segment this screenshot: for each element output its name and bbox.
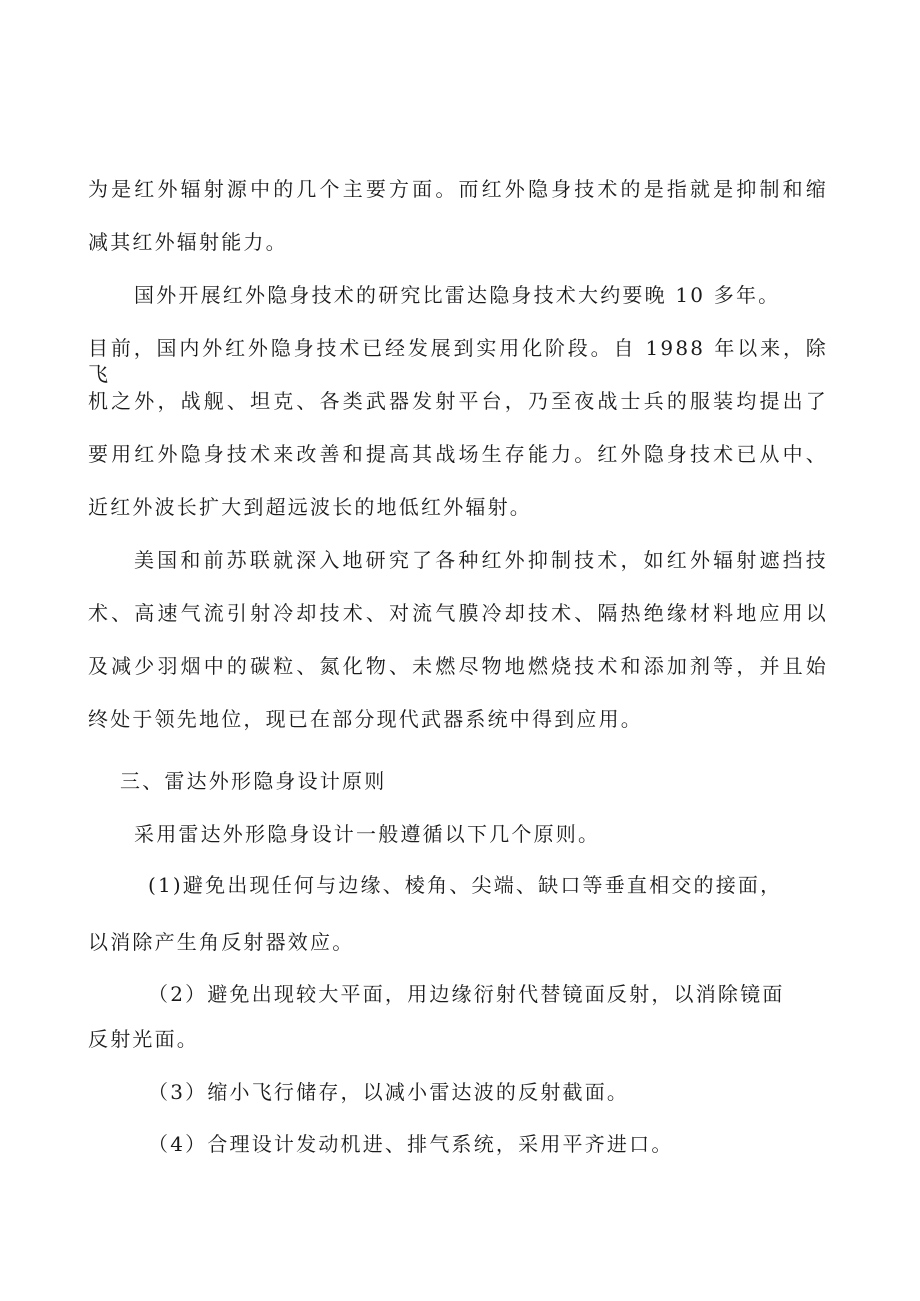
paragraph-first-line: 采用雷达外形隐身设计一般遵循以下几个原则。 <box>134 822 601 846</box>
list-item-1: (1)避免出现任何与边缘、棱角、尖端、缺口等垂直相交的接面， <box>148 873 783 897</box>
text-line: 为是红外辐射源中的几个主要方面。而红外隐身技术的是指就是抑制和缩 <box>88 177 828 201</box>
text-line: 机之外，战舰、坦克、各类武器发射平台，乃至夜战士兵的服装均提出了 <box>88 389 828 413</box>
text-line: 以消除产生角反射器效应。 <box>88 930 355 954</box>
list-item-2: （2）避免出现较大平面，用边缘衍射代替镜面反射，以消除镜面 <box>148 982 785 1006</box>
text-line: 终处于领先地位，现已在部分现代武器系统中得到应用。 <box>88 707 643 731</box>
text-line: 减其红外辐射能力。 <box>88 230 288 254</box>
text-line: 要用红外隐身技术来改善和提高其战场生存能力。红外隐身技术已从中、 <box>88 442 828 466</box>
text-line: 近红外波长扩大到超远波长的地低红外辐射。 <box>88 495 532 519</box>
list-item-4: （4）合理设计发动机进、排气系统，采用平齐进口。 <box>148 1132 674 1156</box>
section-heading: 三、雷达外形隐身设计原则 <box>120 769 387 793</box>
paragraph-first-line: 国外开展红外隐身技术的研究比雷达隐身技术大约要晚 10 多年。 <box>134 283 781 307</box>
text-line: 目前，国内外红外隐身技术已经发展到实用化阶段。自 1988 年以来，除飞 <box>88 336 828 386</box>
paragraph-first-line: 美国和前苏联就深入地研究了各种红外抑制技术，如红外辐射遮挡技 <box>134 548 828 572</box>
text-line: 及减少羽烟中的碳粒、氮化物、未燃尽物地燃烧技术和添加剂等，并且始 <box>88 654 828 678</box>
text-line: 反射光面。 <box>88 1027 199 1051</box>
text-line: 术、高速气流引射冷却技术、对流气膜冷却技术、隔热绝缘材料地应用以 <box>88 601 828 625</box>
list-item-3: （3）缩小飞行储存，以减小雷达波的反射截面。 <box>148 1080 630 1104</box>
